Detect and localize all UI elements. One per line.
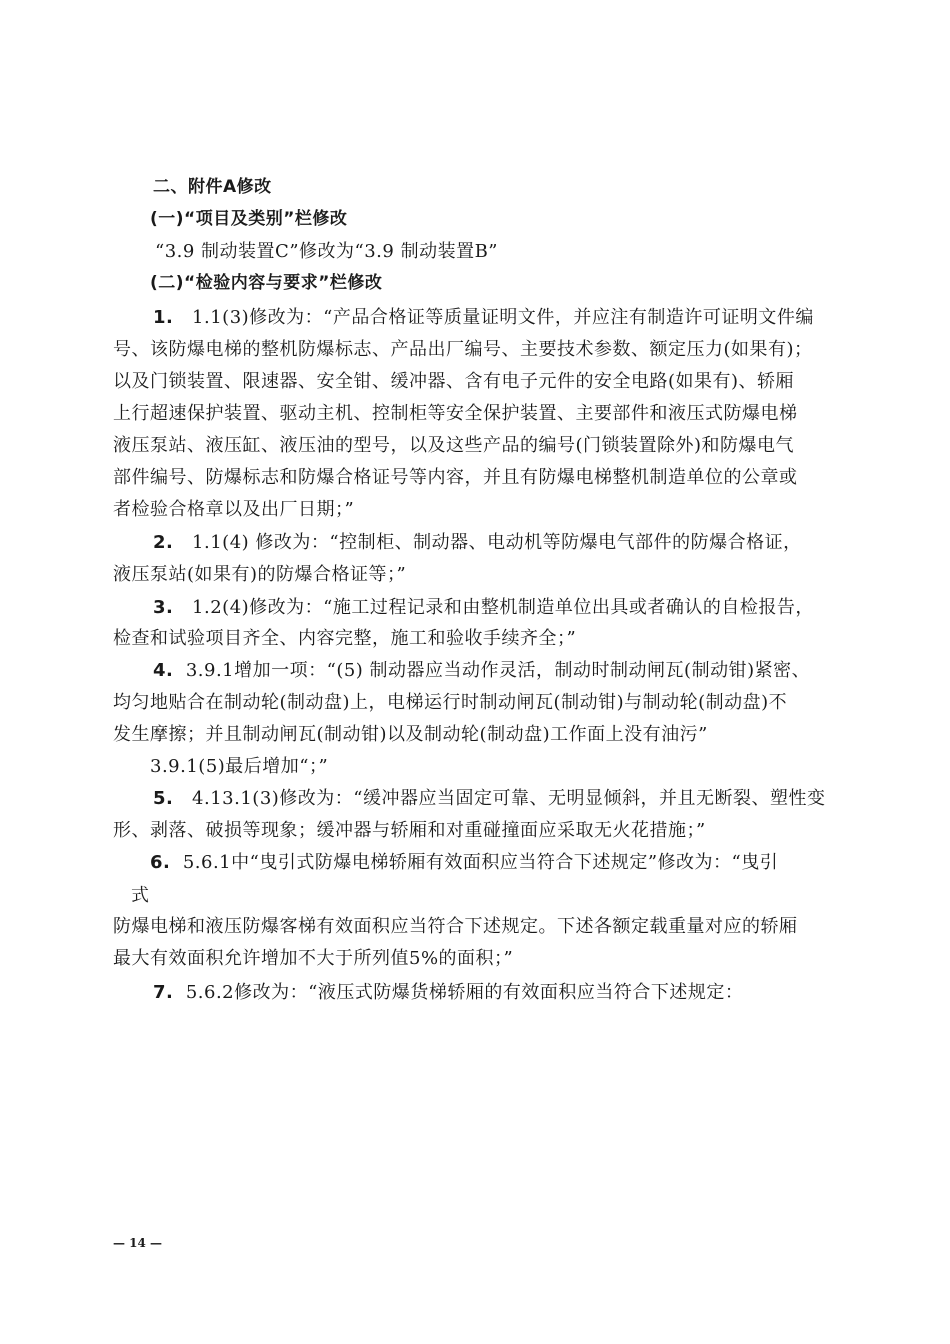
item-number: 3. xyxy=(153,597,174,618)
item-text: 5.6.1中“曳引式防爆电梯轿厢有效面积应当符合下述规定”修改为：“曳引 xyxy=(182,852,779,873)
item-2-line-2: 液压泵站(如果有)的防爆合格证等；” xyxy=(113,564,407,585)
item-1-line-7: 者检验合格章以及出厂日期；” xyxy=(113,499,355,520)
item-6-line-3: 防爆电梯和液压防爆客梯有效面积应当符合下述规定。下述各额定载重量对应的轿厢 xyxy=(113,916,798,937)
item-4-line-3: 发生摩擦；并且制动闸瓦(制动钳)以及制动轮(制动盘)工作面上没有油污” xyxy=(113,724,708,745)
item-1-line-5: 液压泵站、液压缸、液压油的型号，以及这些产品的编号(门锁装置除外)和防爆电气 xyxy=(113,435,795,456)
item-4-line-1 xyxy=(153,659,810,683)
item-text: 4.13.1(3)修改为：“缓冲器应当固定可靠、无明显倾斜，并且无断裂、塑性变 xyxy=(192,788,826,809)
item-3-line-1 xyxy=(153,596,814,620)
subsection-1-title: (一)“项目及类别”栏修改 xyxy=(150,209,348,229)
section-title: 二、附件A修改 xyxy=(153,177,272,197)
item-2-line-1 xyxy=(153,531,802,555)
item-6-line-4: 最大有效面积允许增加不大于所列值5%的面积；” xyxy=(113,948,514,969)
item-1-line-6: 部件编号、防爆标志和防爆合格证号等内容，并且有防爆电梯整机制造单位的公章或 xyxy=(113,467,798,488)
item-6-line-2: 式 xyxy=(131,885,150,906)
item-text: 1.2(4)修改为：“施工过程记录和由整机制造单位出具或者确认的自检报告， xyxy=(192,597,814,618)
page-number: — 14 — xyxy=(113,1236,163,1250)
item-number: 4. xyxy=(153,660,174,681)
item-number: 7. xyxy=(153,982,174,1003)
item-text: 3.9.1增加一项：“(5) 制动器应当动作灵活，制动时制动闸瓦(制动钳)紧密、 xyxy=(185,660,811,681)
item-5-line-2: 形、剥落、破损等现象；缓冲器与轿厢和对重碰撞面应采取无火花措施；” xyxy=(113,820,706,841)
item-number: 1. xyxy=(153,307,174,328)
item-1-line-2: 号、该防爆电梯的整机防爆标志、产品出厂编号、主要技术参数、额定压力(如果有)； xyxy=(113,339,813,360)
item-1-line-3: 以及门锁装置、限速器、安全钳、缓冲器、含有电子元件的安全电路(如果有)、轿厢 xyxy=(113,371,795,392)
item-text: 1.1(4) 修改为：“控制柜、制动器、电动机等防爆电气部件的防爆合格证， xyxy=(192,532,802,553)
item-number: 5. xyxy=(153,788,174,809)
item-4-line-2: 均匀地贴合在制动轮(制动盘)上，电梯运行时制动闸瓦(制动钳)与制动轮(制动盘)不 xyxy=(113,692,788,713)
item-text: 1.1(3)修改为：“产品合格证等质量证明文件，并应注有制造许可证明文件编 xyxy=(192,307,814,328)
item-5-line-1 xyxy=(153,787,826,811)
item-number: 2. xyxy=(153,532,174,553)
subsection-2-title: (二)“检验内容与要求”栏修改 xyxy=(150,273,383,293)
item-6-line-1 xyxy=(150,851,778,875)
item-number: 6. xyxy=(150,852,171,873)
note-line: 3.9.1(5)最后增加“；” xyxy=(150,756,329,777)
item-1-line-1 xyxy=(153,306,814,330)
item-1-line-4: 上行超速保护装置、驱动主机、控制柜等安全保护装置、主要部件和液压式防爆电梯 xyxy=(113,403,798,424)
item-3-line-2: 检查和试验项目齐全、内容完整，施工和验收手续齐全；” xyxy=(113,628,577,649)
subsection-1-text: “3.9 制动装置C”修改为“3.9 制动装置B” xyxy=(155,241,499,262)
item-text: 5.6.2修改为：“液压式防爆货梯轿厢的有效面积应当符合下述规定： xyxy=(185,982,744,1003)
item-7-line-1 xyxy=(153,981,743,1005)
